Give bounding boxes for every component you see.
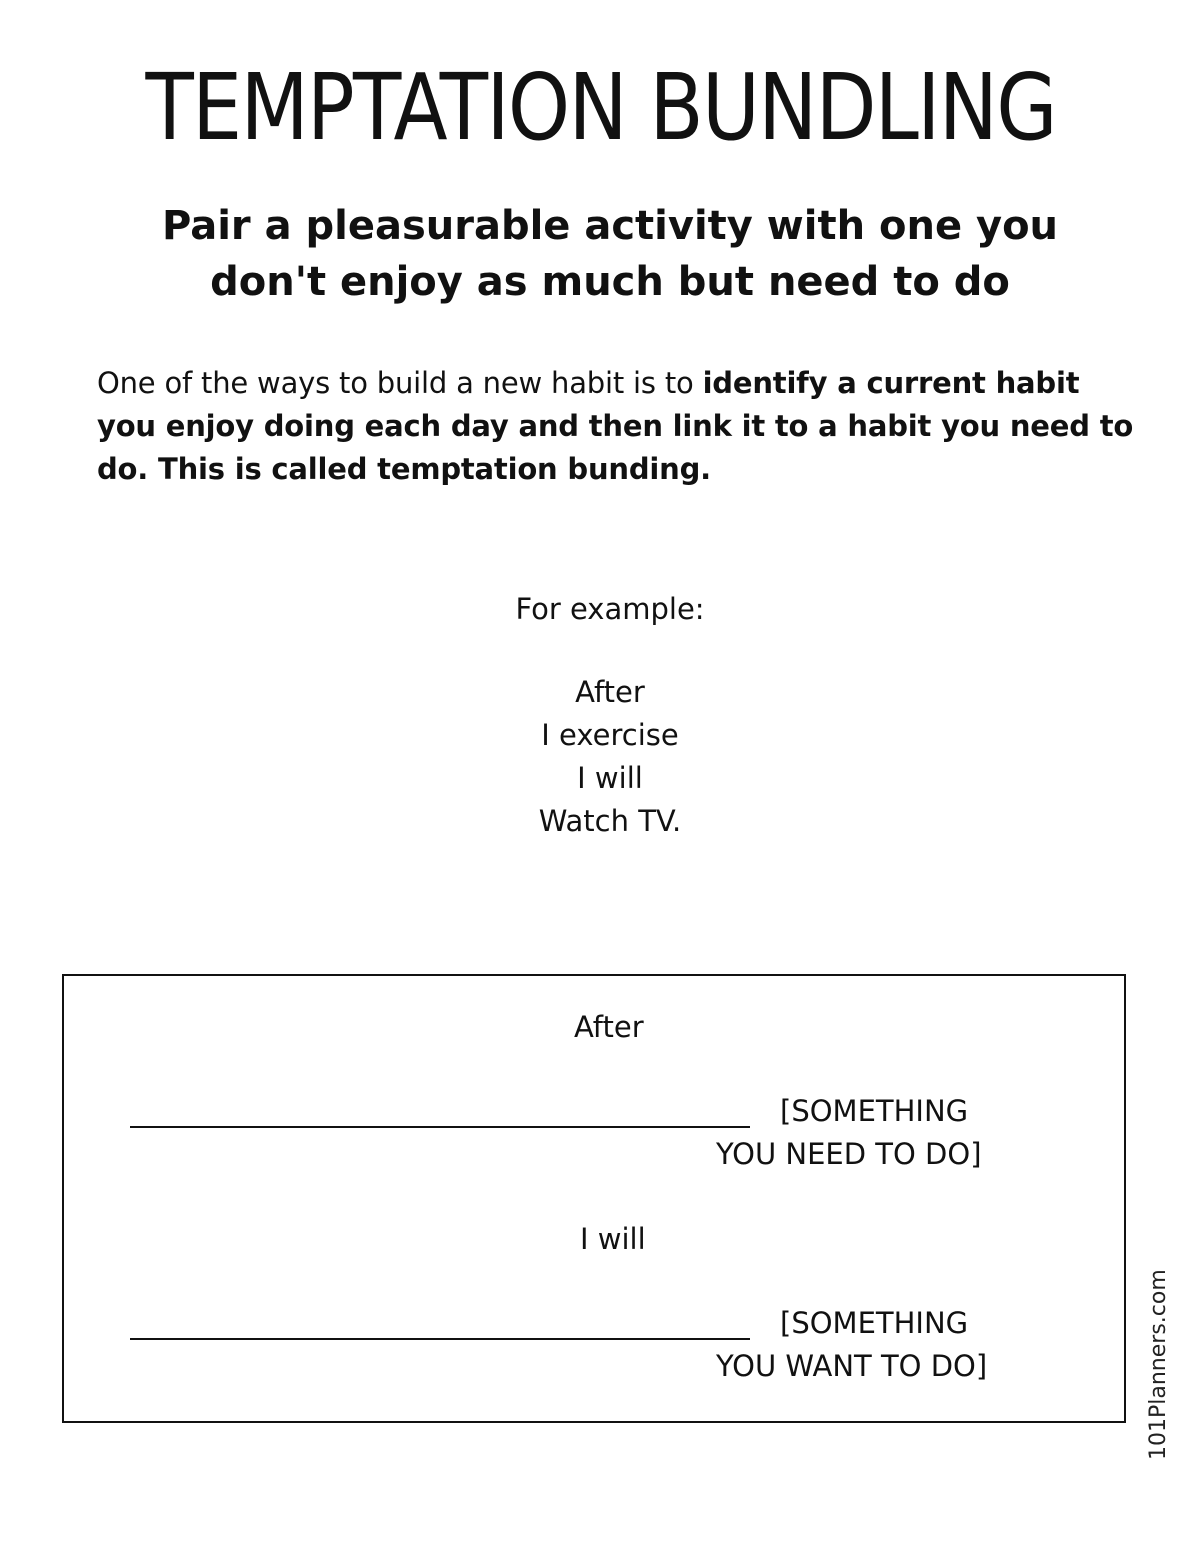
i-will-label: I will (580, 1222, 646, 1256)
subtitle-line-2: don't enjoy as much but need to do (210, 259, 1010, 305)
need-to-do-hint-line-2: YOU NEED TO DO] (716, 1137, 982, 1171)
want-to-do-hint-line-1: [SOMETHING (780, 1306, 969, 1340)
example-spacer (310, 631, 910, 671)
example-line-will: I will (577, 761, 643, 795)
example-block (310, 588, 910, 843)
watermark: 101Planners.com (1146, 1269, 1171, 1460)
intro-paragraph (97, 362, 1137, 491)
example-line-exercise: I exercise (541, 718, 679, 752)
after-label: After (574, 1010, 644, 1044)
want-to-do-line[interactable] (130, 1338, 750, 1340)
example-heading: For example: (515, 592, 705, 626)
want-to-do-hint-line-2: YOU WANT TO DO] (716, 1349, 988, 1383)
intro-plain-text: One of the ways to build a new habit is to (97, 366, 703, 400)
subtitle-line-1: Pair a pleasurable activity with one you (161, 203, 1059, 249)
intro-bold-text: identify a current habit you enjoy doing each day and then link it to a habit you need to do. This is called temptation bunding. (97, 366, 1134, 486)
subtitle (100, 198, 1120, 310)
worksheet-box (62, 974, 1126, 1423)
need-to-do-hint-line-1: [SOMETHING (780, 1094, 969, 1128)
need-to-do-line[interactable] (130, 1126, 750, 1128)
page-title: TEMPTATION BUNDLING (145, 54, 1056, 161)
example-line-watch-tv: Watch TV. (538, 804, 682, 838)
example-line-after: After (575, 675, 645, 709)
